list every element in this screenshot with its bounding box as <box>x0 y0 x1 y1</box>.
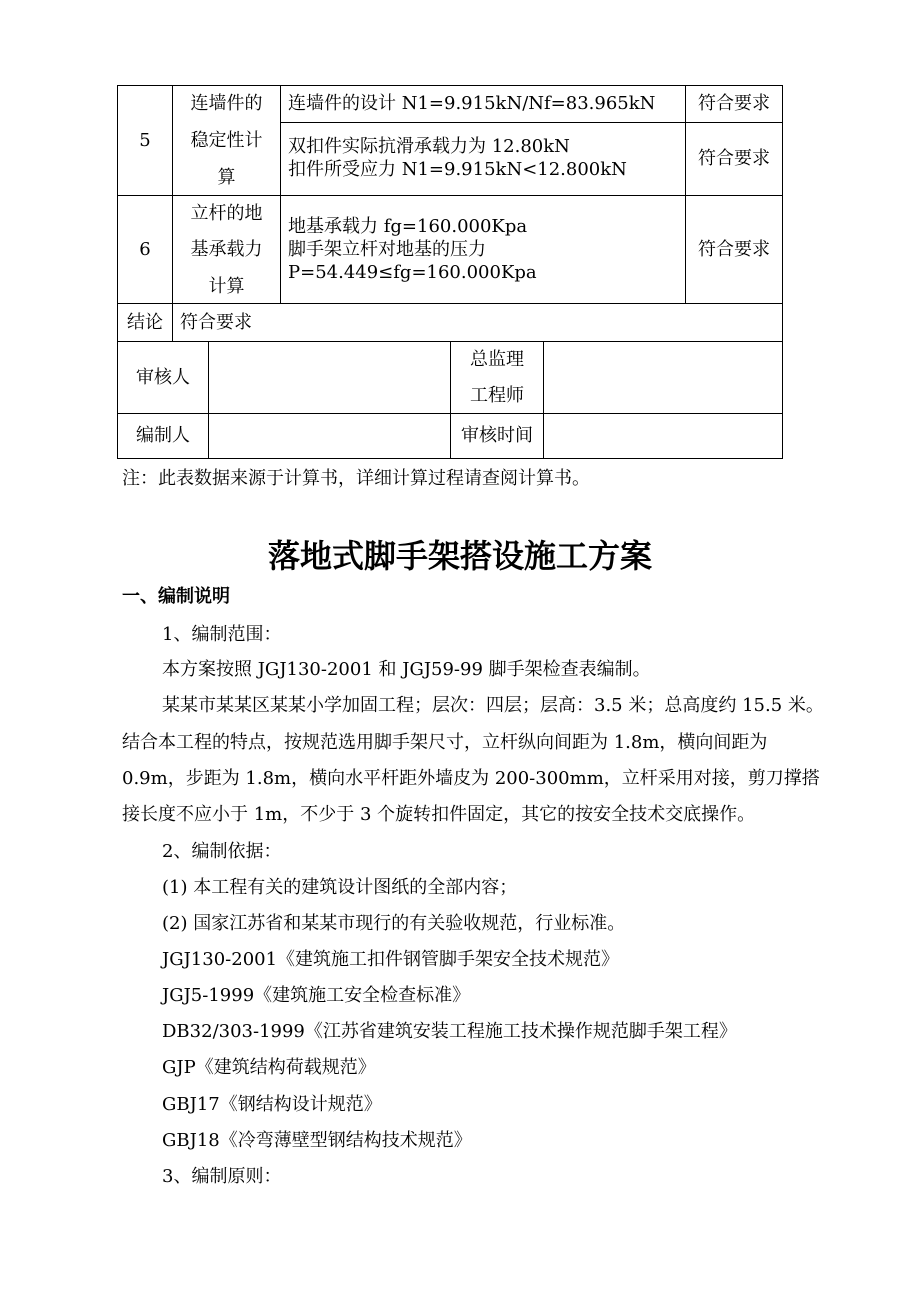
paragraph-line: GJP《建筑结构荷载规范》 <box>162 1057 376 1078</box>
paragraph-line: 结合本工程的特点，按规范选用脚手架尺寸，立杆纵向间距为 1.8m，横向间距为 <box>122 732 768 753</box>
row-5b-result: 符合要求 <box>698 148 770 169</box>
row-5b-content-line-2: 扣件所受应力 N1=9.915kN<12.800kN <box>288 159 627 180</box>
section-heading: 一、编制说明 <box>122 586 230 607</box>
paragraph-line: 1、编制范围： <box>162 624 282 645</box>
chief-supervisor-line-2: 工程师 <box>470 385 524 406</box>
chief-supervisor-line-1: 总监理 <box>470 349 524 370</box>
paragraph-line: (1) 本工程有关的建筑设计图纸的全部内容； <box>162 877 518 898</box>
row-6-content-line-1: 地基承载力 fg=160.000Kpa <box>288 216 528 237</box>
paragraph-line: 2、编制依据： <box>162 841 282 862</box>
row-6-item-line-2: 基承载力 <box>190 239 263 260</box>
table-note: 注：此表数据来源于计算书，详细计算过程请查阅计算书。 <box>122 468 590 489</box>
paragraph-line: 0.9m，步距为 1.8m，横向水平杆距外墙皮为 200-300mm，立杆采用对接，剪刀撑搭 <box>122 768 820 789</box>
row-6-number: 6 <box>139 239 151 260</box>
paragraph-line: DB32/303-1999《江苏省建筑安装工程施工技术操作规范脚手架工程》 <box>162 1021 737 1042</box>
row-6-content-line-2: 脚手架立杆对地基的压力 <box>288 239 486 260</box>
row-6-item-line-1: 立杆的地 <box>190 203 263 224</box>
paragraph-line: GBJ17《钢结构设计规范》 <box>162 1094 382 1115</box>
paragraph-line: (2) 国家江苏省和某某市现行的有关验收规范，行业标准。 <box>162 913 626 934</box>
conclusion-label: 结论 <box>127 312 163 333</box>
row-5b-content-line-1: 双扣件实际抗滑承载力为 12.80kN <box>288 136 570 157</box>
paragraph-line: 3、编制原则： <box>162 1166 282 1187</box>
row-5a-content-line-1: 连墙件的设计 N1=9.915kN/Nf=83.965kN <box>288 93 656 114</box>
paragraph-line: 某某市某某区某某小学加固工程；层次：四层；层高：3.5 米；总高度约 15.5 米。 <box>162 695 824 716</box>
paragraph-line: 本方案按照 JGJ130-2001 和 JGJ59-99 脚手架检查表编制。 <box>162 659 651 680</box>
row-6-result: 符合要求 <box>698 239 770 260</box>
row-5-item-line-3: 算 <box>217 167 236 188</box>
paragraph-line: GBJ18《冷弯薄壁型钢结构技术规范》 <box>162 1130 472 1151</box>
row-5-number: 5 <box>139 130 151 151</box>
paragraph-line: JGJ130-2001《建筑施工扣件钢管脚手架安全技术规范》 <box>162 949 620 970</box>
reviewer-label: 审核人 <box>136 367 190 388</box>
review-time-label: 审核时间 <box>461 425 533 446</box>
paragraph-line: JGJ5-1999《建筑施工安全检查标准》 <box>162 985 471 1006</box>
row-5-item-line-2: 稳定性计 <box>190 130 263 151</box>
conclusion-value: 符合要求 <box>180 312 252 333</box>
row-5-item-line-1: 连墙件的 <box>190 93 263 114</box>
row-6-item-line-3: 计算 <box>208 276 245 297</box>
row-6-content-line-3: P=54.449≤fg=160.000Kpa <box>288 262 537 283</box>
paragraph-line: 接长度不应小于 1m，不少于 3 个旋转扣件固定，其它的按安全技术交底操作。 <box>122 804 756 825</box>
row-5a-result: 符合要求 <box>698 93 770 114</box>
editor-label: 编制人 <box>136 425 190 446</box>
document-title: 落地式脚手架搭设施工方案 <box>267 537 652 575</box>
